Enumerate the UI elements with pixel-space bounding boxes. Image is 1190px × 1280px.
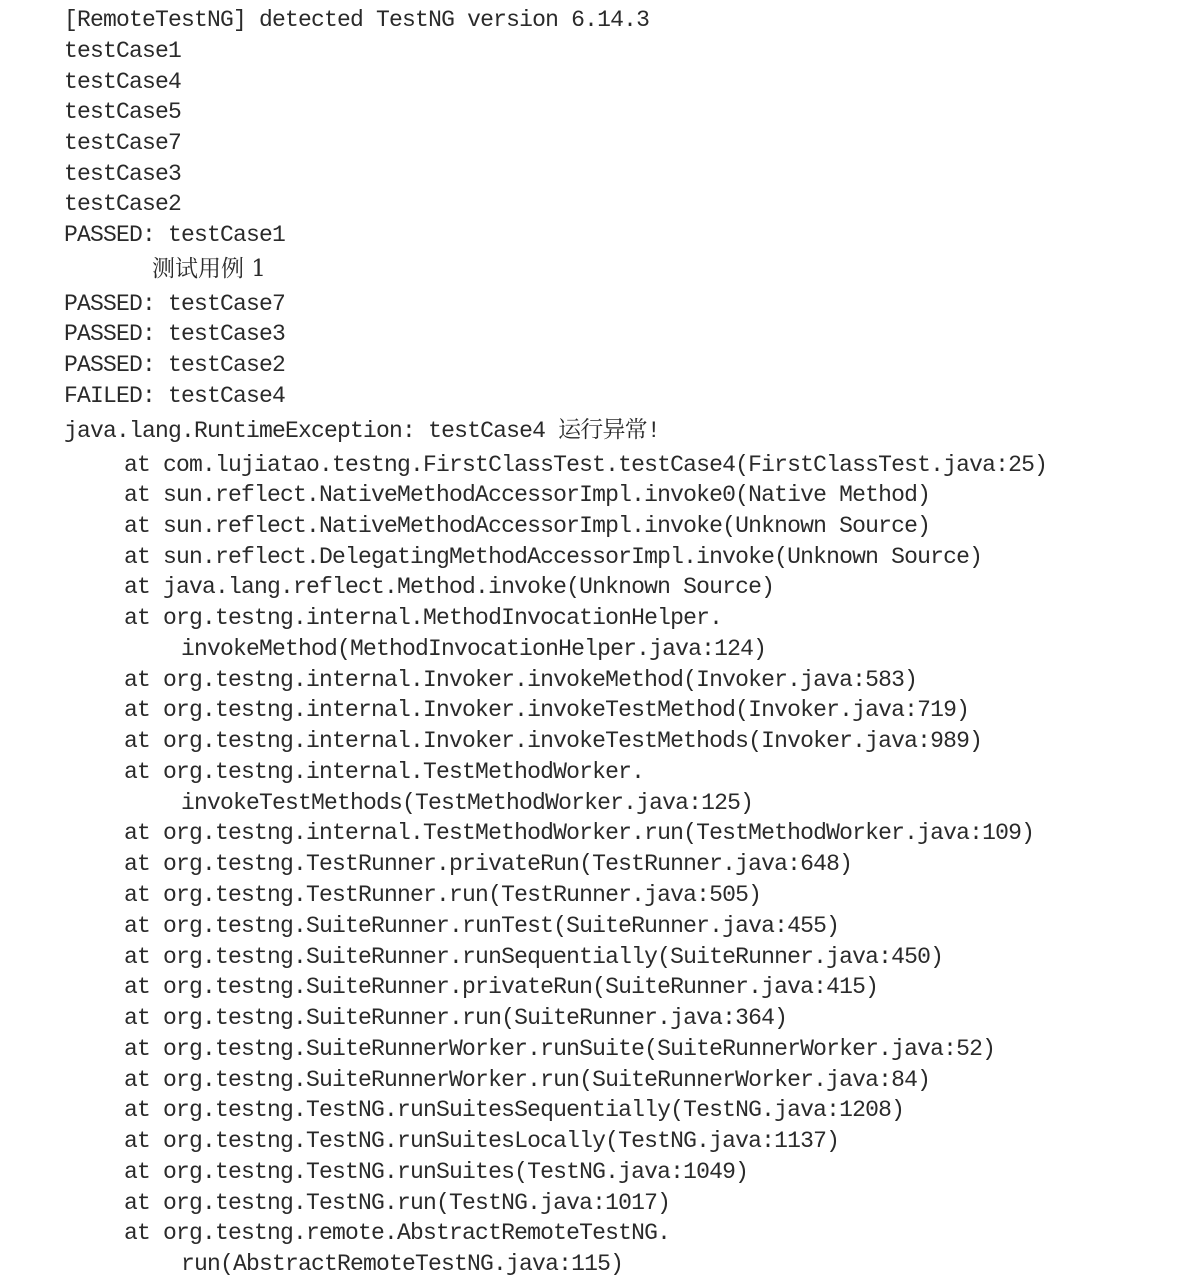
console-line: testCase7	[64, 130, 182, 156]
console-line: FAILED: testCase4	[64, 383, 286, 409]
stack-frame: at org.testng.SuiteRunner.runTest(SuiteRunner.java:455)	[124, 913, 840, 939]
stack-frame: at sun.reflect.DelegatingMethodAccessorImpl.invoke(Unknown Source)	[124, 544, 983, 570]
console-line: [RemoteTestNG] detected TestNG version 6.14.3	[64, 7, 650, 33]
stack-frame: at org.testng.SuiteRunner.runSequentially(SuiteRunner.java:450)	[124, 944, 944, 970]
stack-frame: at org.testng.internal.Invoker.invokeTestMethod(Invoker.java:719)	[124, 697, 970, 723]
stack-frame: at org.testng.TestNG.runSuitesLocally(TestNG.java:1137)	[124, 1128, 840, 1154]
stack-frame: at org.testng.TestNG.run(TestNG.java:1017)	[124, 1190, 671, 1216]
console-line: PASSED: testCase1	[64, 222, 286, 248]
stack-frame-continuation: invokeMethod(MethodInvocationHelper.java:124)	[181, 636, 767, 662]
stack-frame: at sun.reflect.NativeMethodAccessorImpl.invoke(Unknown Source)	[124, 513, 931, 539]
stack-frame: at org.testng.internal.MethodInvocationHelper.	[124, 605, 723, 631]
console-line: testCase4	[64, 69, 182, 95]
console-line: 测试用例 1	[152, 256, 266, 282]
stack-frame: at org.testng.SuiteRunnerWorker.run(SuiteRunnerWorker.java:84)	[124, 1067, 931, 1093]
console-line: PASSED: testCase2	[64, 352, 286, 378]
stack-frame: at org.testng.TestRunner.privateRun(TestRunner.java:648)	[124, 851, 853, 877]
stack-frame: at com.lujiatao.testng.FirstClassTest.testCase4(FirstClassTest.java:25)	[124, 452, 1048, 478]
console-line: testCase5	[64, 99, 182, 125]
stack-frame-continuation: run(AbstractRemoteTestNG.java:115)	[181, 1251, 624, 1277]
console-line: PASSED: testCase7	[64, 291, 286, 317]
stack-frame: at org.testng.SuiteRunnerWorker.runSuite(SuiteRunnerWorker.java:52)	[124, 1036, 996, 1062]
stack-frame: at org.testng.internal.Invoker.invokeMethod(Invoker.java:583)	[124, 667, 918, 693]
stack-frame: at org.testng.internal.TestMethodWorker.run(TestMethodWorker.java:109)	[124, 820, 1035, 846]
stack-frame: at org.testng.TestNG.runSuites(TestNG.java:1049)	[124, 1159, 749, 1185]
stack-frame: at org.testng.SuiteRunner.privateRun(SuiteRunner.java:415)	[124, 974, 879, 1000]
stack-frame: at org.testng.internal.TestMethodWorker.	[124, 759, 645, 785]
stack-frame: at org.testng.SuiteRunner.run(SuiteRunner.java:364)	[124, 1005, 788, 1031]
stack-frame: at org.testng.TestNG.runSuitesSequentially(TestNG.java:1208)	[124, 1097, 905, 1123]
stack-frame: at org.testng.TestRunner.run(TestRunner.java:505)	[124, 882, 762, 908]
stack-frame: at sun.reflect.NativeMethodAccessorImpl.invoke0(Native Method)	[124, 482, 931, 508]
console-line: testCase3	[64, 161, 182, 187]
stack-frame: at java.lang.reflect.Method.invoke(Unknown Source)	[124, 574, 775, 600]
exception-line: java.lang.RuntimeException: testCase4 运行异常!	[64, 418, 660, 444]
stack-frame: at org.testng.remote.AbstractRemoteTestNG.	[124, 1220, 671, 1246]
stack-frame: at org.testng.internal.Invoker.invokeTestMethods(Invoker.java:989)	[124, 728, 983, 754]
stack-frame-continuation: invokeTestMethods(TestMethodWorker.java:125)	[181, 790, 754, 816]
console-line: testCase1	[64, 38, 182, 64]
console-line: PASSED: testCase3	[64, 321, 286, 347]
console-line: testCase2	[64, 191, 182, 217]
